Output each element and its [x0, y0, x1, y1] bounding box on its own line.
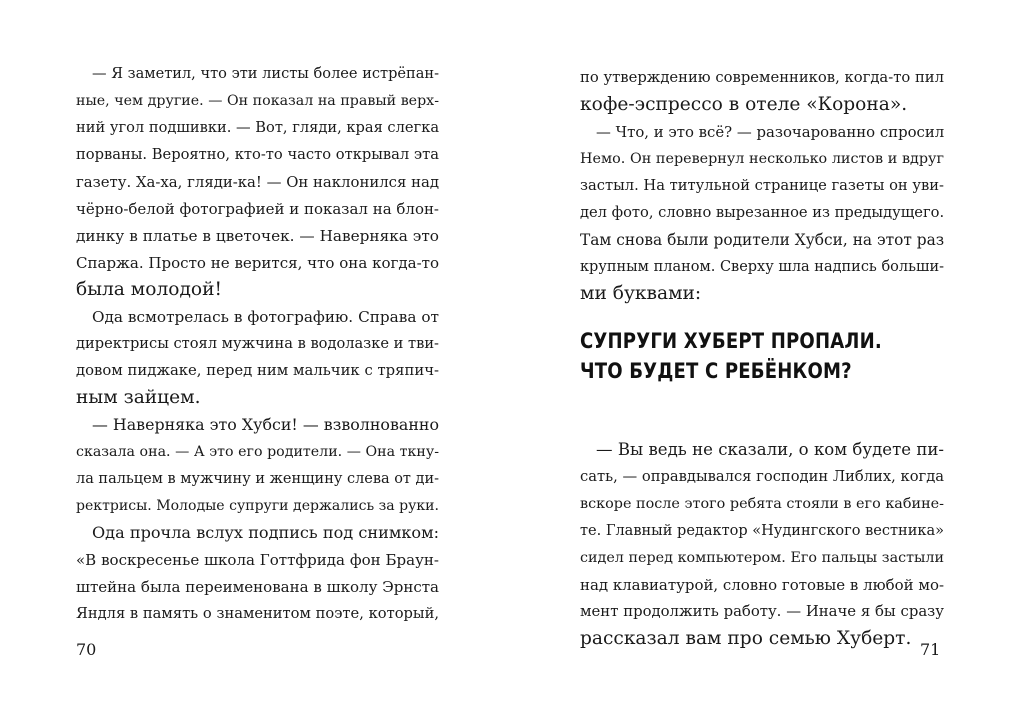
body-line: динку в платье в цветочек. — Наверняка это [76, 227, 439, 245]
body-line: — Наверняка это Хубси! — взволнованно [92, 415, 439, 434]
body-line: довом пиджаке, перед ним мальчик с тряпич- [76, 362, 439, 379]
body-line: газету. Ха-ха, гляди-ка! — Он наклонился над [76, 173, 440, 191]
body-line: ные, чем другие. — Он показал на правый верх- [76, 93, 439, 109]
body-line: дел фото, словно вырезанное из предыдущего. [580, 204, 945, 221]
body-line: Яндля в память о знаменитом поэте, который, [76, 605, 439, 622]
body-line: Спаржа. Просто не верится, что она когда-то [76, 254, 439, 272]
body-line: директрисы стоял мужчина в водолазке и тви- [76, 335, 439, 352]
body-line: сказала она. — А это его родители. — Она ткну- [76, 444, 439, 460]
body-line: над клавиатурой, словно готовые в любой мо- [580, 576, 944, 594]
body-line: ла пальцем в мужчину и женщину слева от ди- [76, 471, 439, 487]
body-line: ми буквами: [580, 283, 702, 304]
body-line: Ода прочла вслух подпись под снимком: [92, 523, 439, 542]
body-line: «В воскресенье школа Готтфрида фон Браун- [76, 551, 439, 569]
body-line: ным зайцем. [76, 387, 201, 408]
body-line: мент продолжить работу. — Иначе я бы сразу [580, 603, 944, 620]
body-line: штейна была переименована в школу Эрнста [76, 578, 439, 596]
newspaper-headline: ЧТО БУДЕТ С РЕБЁНКОМ? [580, 359, 852, 383]
page-number: 71 [920, 640, 941, 659]
body-line: сидел перед компьютером. Его пальцы застыли [580, 550, 944, 566]
body-line: вскоре после этого ребята стояли в его кабине- [580, 496, 944, 512]
body-line: ректрисы. Молодые супруги держались за руки. [76, 498, 439, 514]
body-line: кофе-эспрессо в отеле «Корона». [580, 94, 908, 115]
body-line: сать, — оправдывался господин Либлих, когда [580, 468, 944, 485]
body-line: чёрно-белой фотографией и показал на блон- [76, 200, 439, 218]
newspaper-headline: СУПРУГИ ХУБЕРТ ПРОПАЛИ. [580, 329, 882, 353]
body-line: крупным планом. Сверху шла надпись больши- [580, 259, 944, 275]
body-line: застыл. На титульной странице газеты он уви- [580, 177, 944, 194]
body-line: Ода всмотрелась в фотографию. Справа от [92, 308, 439, 326]
body-line: те. Главный редактор «Нудингского вестника» [580, 523, 944, 539]
body-line: рассказал вам про семью Хуберт. [580, 628, 912, 649]
body-line: была молодой! [76, 279, 222, 300]
page-number: 70 [76, 640, 97, 659]
body-line: Там снова были родители Хубси, на этот раз [580, 231, 945, 249]
body-line: порваны. Вероятно, кто-то часто открывал эта [76, 146, 439, 163]
body-line: — Что, и это всё? — разочарованно спросил [596, 123, 945, 141]
right-page [512, 0, 1024, 725]
body-line: по утверждению современников, когда-то пил [580, 69, 944, 86]
body-line: — Я заметил, что эти листы более истрёпан- [92, 65, 439, 82]
body-line: ний угол подшивки. — Вот, гляди, края слегка [76, 119, 440, 136]
body-line: Немо. Он перевернул несколько листов и вдруг [580, 151, 944, 167]
body-line: — Вы ведь не сказали, о ком будете пи- [596, 440, 944, 459]
